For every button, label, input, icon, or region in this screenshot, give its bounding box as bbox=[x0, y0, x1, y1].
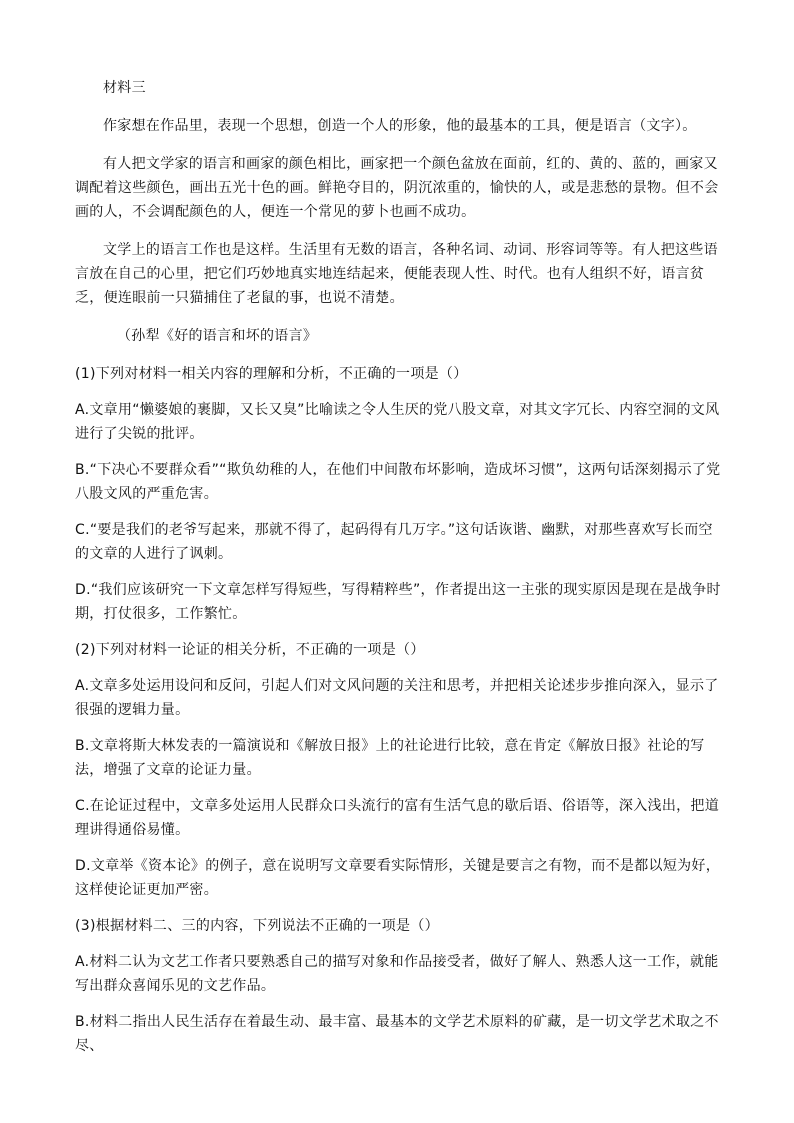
question-option: A.文章用“懒婆娘的裹脚，又长又臭”比喻读之令人生厌的党八股文章，对其文字冗长、内容空洞的文风进行了尖锐的批评。 bbox=[75, 402, 720, 442]
question-option: C.在论证过程中，文章多处运用人民群众口头流行的富有生活气息的歇后语、俗语等，深入浅出，把道理讲得通俗易懂。 bbox=[75, 798, 720, 838]
question-option: D.“我们应该研究一下文章怎样写得短些，写得精粹些”，作者提出这一主张的现实原因是现在是战争时期，打仗很多，工作繁忙。 bbox=[75, 582, 721, 622]
question-stem: (3)根据材料二、三的内容，下列说法不正确的一项是（） bbox=[75, 918, 439, 934]
question-option: B.材料二指出人民生活存在着最生动、最丰富、最基本的文学艺术原料的矿藏，是一切文学艺术取之不尽、 bbox=[75, 1014, 719, 1054]
question-option: A.文章多处运用设问和反问，引起人们对文风问题的关注和思考，并把相关论述步步推向深入，显示了很强的逻辑力量。 bbox=[75, 678, 719, 718]
material-paragraph: 有人把文学家的语言和画家的颜色相比，画家把一个颜色盆放在面前，红的、黄的、蓝的，画家又调配着这些颜色，画出五光十色的画。鲜艳夺目的，阴沉浓重的，愉快的人，或是悲愁的景物。但不会画的人，不会调配颜色的人，便连一个常见的萝卜也画不成功。 bbox=[75, 156, 719, 220]
question-stem: (1)下列对材料一相关内容的理解和分析，不正确的一项是（） bbox=[75, 366, 468, 382]
question-option: A.材料二认为文艺工作者只要熟悉自己的描写对象和作品接受者，做好了解人、熟悉人这一工作，就能写出群众喜闻乐见的文艺作品。 bbox=[75, 954, 719, 994]
material-paragraph: 作家想在作品里，表现一个思想，创造一个人的形象，他的最基本的工具，便是语言（文字）。 bbox=[103, 118, 697, 134]
material-heading: 材料三 bbox=[103, 80, 146, 96]
material-paragraph: 文学上的语言工作也是这样。生活里有无数的语言，各种名词、动词、形容词等等。有人把这些语言放在自己的心里，把它们巧妙地真实地连结起来，便能表现人性、时代。也有人组织不好，语言贫乏，便连眼前一只猫捕住了老鼠的事，也说不清楚。 bbox=[75, 242, 718, 306]
question-option: D.文章举《资本论》的例子，意在说明写文章要看实际情形，关键是要言之有物，而不是都以短为好，这样使论证更加严密。 bbox=[75, 858, 721, 898]
question-stem: (2)下列对材料一论证的相关分析，不正确的一项是（） bbox=[75, 642, 425, 658]
question-option: B.“下决心不要群众看”“欺负幼稚的人，在他们中间散布坏影响，造成坏习惯”，这两句话深刻揭示了党八股文风的严重危害。 bbox=[75, 462, 721, 502]
question-option: C.“要是我们的老爷写起来，那就不得了，起码得有几万字。”这句话诙谐、幽默，对那些喜欢写长而空的文章的人进行了讽刺。 bbox=[75, 522, 713, 562]
question-option: B.文章将斯大林发表的一篇演说和《解放日报》上的社论进行比较，意在肯定《解放日报》社论的写法，增强了文章的论证力量。 bbox=[75, 738, 705, 778]
material-source: （孙犁《好的语言和坏的语言》 bbox=[117, 328, 318, 344]
